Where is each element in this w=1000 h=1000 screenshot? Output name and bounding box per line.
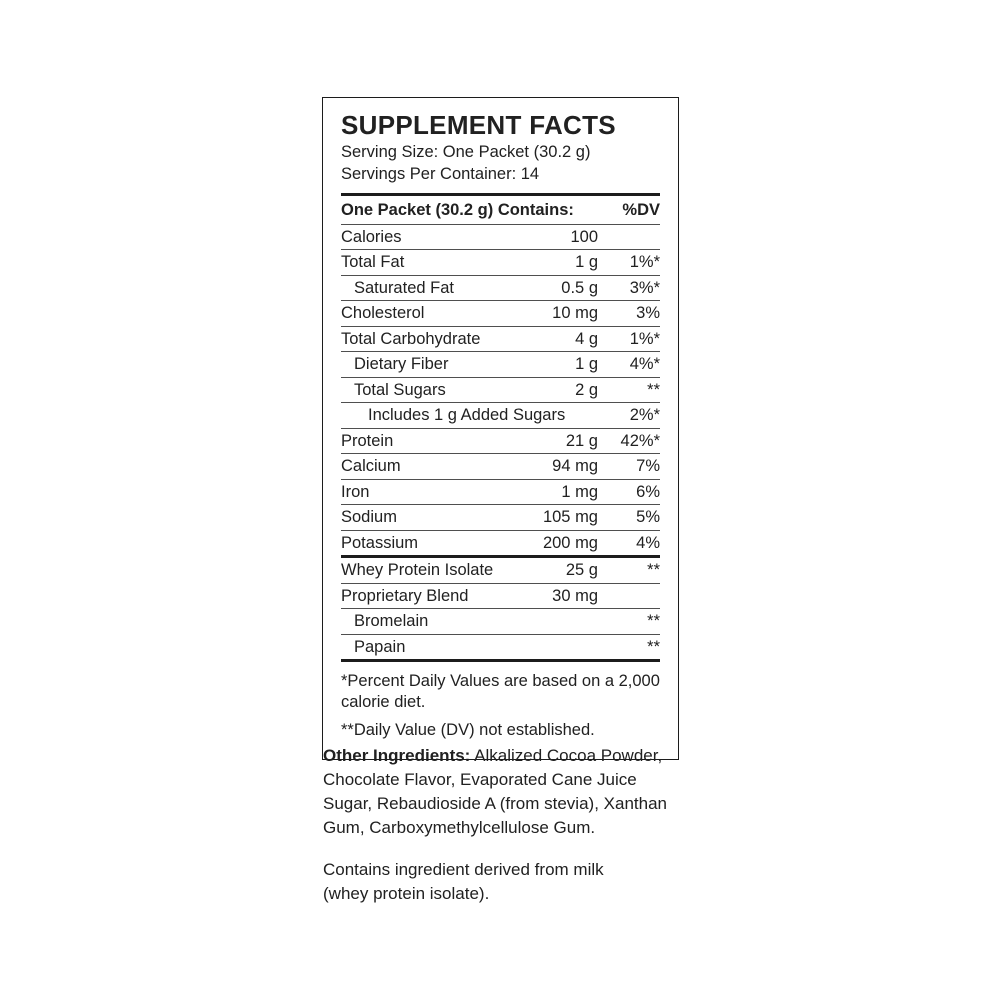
nutrient-amount: 30 mg [552, 586, 598, 605]
nutrient-name: Bromelain [354, 612, 429, 630]
facts-row [341, 327, 660, 353]
other-ingredients-label: Other Ingredients: [323, 746, 471, 765]
facts-header-row [341, 196, 660, 225]
nutrient-name: Total Fat [341, 253, 405, 271]
nutrient-amount: 1 g [575, 355, 598, 373]
nutrient-dv: 1%* [629, 329, 660, 348]
nutrient-dv: ** [647, 380, 660, 399]
nutrient-dv: 2%* [629, 406, 660, 424]
contains-header: One Packet (30.2 g) Contains: [341, 201, 574, 219]
other-ingredients-text: Alkalized Cocoa Powder, Chocolate Flavor, Evaporated Cane Juice Sugar, Rebaudioside A (from stevia), Xanthan Gum, Carboxymethylcellulose Gum. [323, 746, 667, 837]
nutrient-name: Total Sugars [354, 380, 446, 399]
servings-per-container: Servings Per Container: 14 [341, 164, 540, 183]
facts-row [341, 635, 660, 663]
nutrient-amount: 25 g [565, 561, 598, 579]
nutrient-dv: 3% [636, 304, 660, 322]
footnotes [341, 662, 660, 741]
nutrient-amount: 2 g [575, 380, 598, 399]
footnote-dv-not-established: **Daily Value (DV) not established. [341, 721, 595, 739]
facts-row [341, 609, 660, 635]
nutrient-dv: 4%* [629, 355, 660, 373]
facts-row [341, 584, 660, 610]
nutrient-amount: 10 mg [552, 304, 598, 322]
nutrient-amount: 100 [570, 227, 598, 246]
nutrient-dv: 5% [636, 508, 660, 526]
facts-row [341, 352, 660, 378]
nutrient-name: Whey Protein Isolate [341, 561, 494, 579]
nutrient-name: Calories [341, 227, 402, 246]
nutrient-amount: 1 mg [561, 482, 598, 501]
facts-row [341, 301, 660, 327]
facts-row [341, 276, 660, 302]
facts-row [341, 429, 660, 455]
nutrient-name: Dietary Fiber [354, 355, 449, 373]
nutrient-dv: 7% [636, 457, 660, 475]
dv-header: %DV [622, 201, 660, 219]
facts-row [341, 403, 660, 429]
nutrient-dv: 4% [636, 533, 660, 552]
nutrient-amount: 21 g [565, 431, 598, 450]
nutrient-dv: ** [647, 637, 660, 656]
facts-row [341, 558, 660, 584]
nutrient-amount: 0.5 g [561, 278, 598, 297]
nutrient-name: Protein [341, 431, 394, 450]
facts-rows [341, 225, 660, 663]
facts-row [341, 250, 660, 276]
facts-row [341, 480, 660, 506]
supplement-facts-panel [322, 97, 679, 760]
nutrient-name: Includes 1 g Added Sugars [368, 406, 566, 424]
nutrient-name: Potassium [341, 533, 419, 552]
allergen-statement: Contains ingredient derived from milk (whey protein isolate). [323, 860, 604, 903]
nutrient-amount: 200 mg [542, 533, 598, 552]
facts-row [341, 378, 660, 404]
nutrient-dv: ** [647, 561, 660, 579]
nutrient-amount: 1 g [575, 253, 598, 271]
nutrient-dv: 3%* [629, 278, 660, 297]
nutrient-dv: 1%* [629, 253, 660, 271]
nutrient-dv: 6% [636, 482, 660, 501]
facts-row [341, 454, 660, 480]
nutrient-name: Saturated Fat [354, 278, 454, 297]
nutrient-amount: 4 g [575, 329, 598, 348]
nutrient-dv: ** [647, 612, 660, 630]
panel-title: SUPPLEMENT FACTS [341, 110, 616, 140]
nutrient-dv: 42%* [620, 431, 660, 450]
footnote-percent-dv: *Percent Daily Values are based on a 2,000 calorie diet. [341, 672, 660, 711]
nutrient-amount: 105 mg [542, 508, 598, 526]
facts-row [341, 225, 660, 251]
other-ingredients [323, 744, 677, 840]
facts-row [341, 531, 660, 559]
nutrient-name: Proprietary Blend [341, 586, 469, 605]
facts-row [341, 505, 660, 531]
nutrient-name: Sodium [341, 508, 397, 526]
serving-size: Serving Size: One Packet (30.2 g) [341, 143, 591, 161]
nutrient-amount: 94 mg [552, 457, 598, 475]
nutrient-name: Total Carbohydrate [341, 329, 481, 348]
nutrient-name: Papain [354, 637, 406, 656]
nutrient-name: Iron [341, 482, 370, 501]
nutrient-name: Cholesterol [341, 304, 425, 322]
nutrient-name: Calcium [341, 457, 401, 475]
